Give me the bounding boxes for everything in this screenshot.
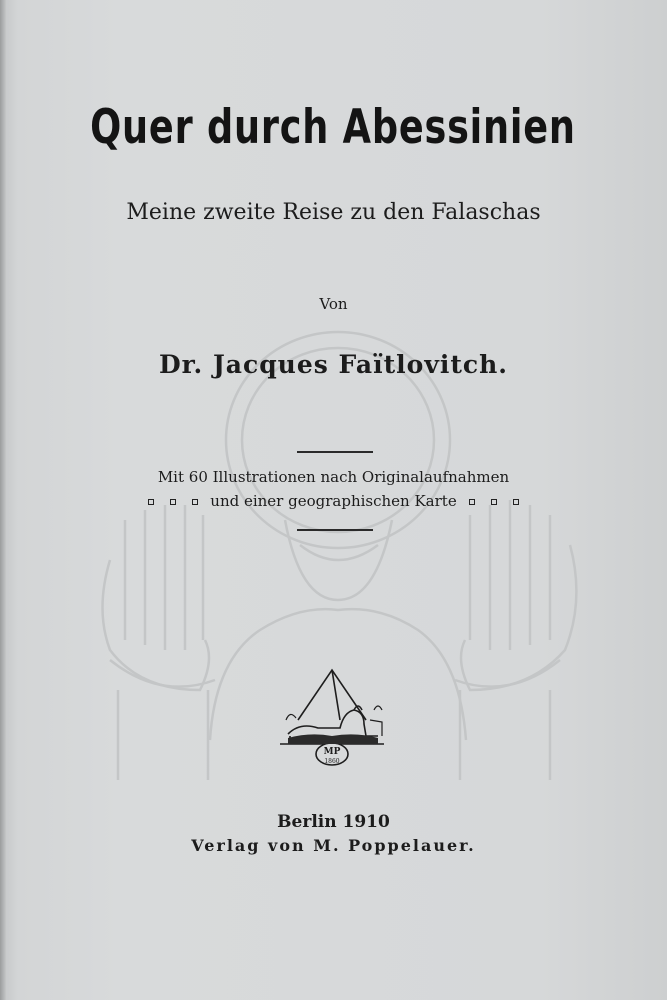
pyramid-icon <box>298 670 366 720</box>
book-title: Quer durch Abessinien <box>90 100 576 155</box>
by-label: Von <box>319 295 348 313</box>
ornament-square-icon <box>192 499 198 505</box>
ornament-square-icon <box>469 499 475 505</box>
ornament-square-icon <box>148 499 154 505</box>
illustrations-note-line1: Mit 60 Illustrationen nach Originalaufnahmen <box>157 468 510 486</box>
ornament-square-icon <box>170 499 176 505</box>
illustrations-note-line2-text: und einer geographischen Karte <box>210 492 457 510</box>
emblem-year: 1860 <box>324 758 340 765</box>
divider-bottom <box>297 529 373 531</box>
illustrations-note-line2 <box>0 492 667 510</box>
publisher-name: Verlag von M. Poppelauer. <box>191 836 476 855</box>
ornament-square-icon <box>513 499 519 505</box>
author-name: Dr. Jacques Faïtlovitch. <box>158 350 509 379</box>
ornament-square-icon <box>491 499 497 505</box>
book-subtitle: Meine zweite Reise zu den Falaschas <box>126 200 541 225</box>
publisher-sphinx-pyramid-emblem <box>270 662 394 768</box>
place-and-year: Berlin 1910 <box>277 812 390 832</box>
emblem-monogram: MP <box>323 747 341 757</box>
divider-top <box>297 451 373 453</box>
